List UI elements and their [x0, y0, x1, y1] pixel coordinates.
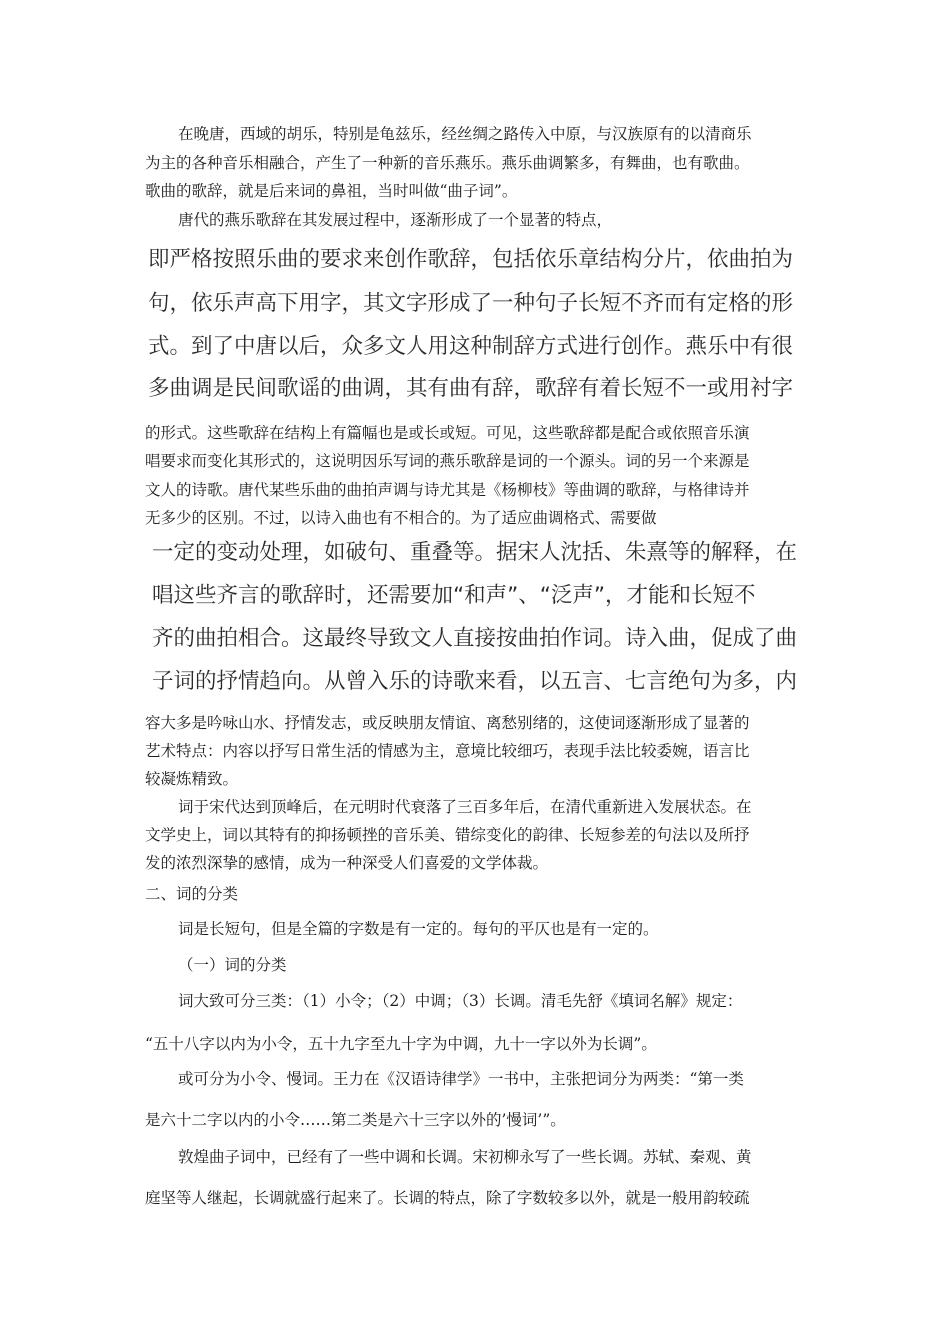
- text-line: 容大多是吟咏山水、抒情发志，或反映朋友情谊、离愁别绪的，这使词逐渐形成了显著的: [145, 714, 750, 732]
- text-line: 是六十二字以内的小令……第二类是六十三字以外的’慢词’”。: [145, 1111, 566, 1129]
- text-line: 词于宋代达到顶峰后，在元明时代衰落了三百多年后，在清代重新进入发展状态。在: [178, 798, 752, 816]
- pasted-text-line: 多曲调是民间歌谣的曲调，其有曲有辞，歌辞有着长短不一或用衬字: [148, 376, 794, 401]
- text-line: 在晚唐，西域的胡乐，特别是龟兹乐，经丝绸之路传入中原，与汉族原有的以清商乐: [178, 125, 752, 143]
- text-line: 较凝炼精致。: [145, 770, 239, 788]
- section-heading: 二、词的分类: [145, 885, 239, 903]
- text-line: 唱要求而变化其形式的，这说明因乐写词的燕乐歌辞是词的一个源头。词的另一个来源是: [145, 452, 750, 470]
- text-line: 庭坚等人继起，长调就盛行起来了。长调的特点，除了字数较多以外，就是一般用韵较疏: [145, 1189, 750, 1207]
- text-line: 的形式。这些歌辞在结构上有篇幅也是或长或短。可见，这些歌辞都是配合或依照音乐演: [145, 424, 750, 442]
- pasted-text-line: 子词的抒情趋向。从曾入乐的诗歌来看，以五言、七言绝句为多，内: [152, 669, 798, 694]
- text-line: 无多少的区别。不过，以诗入曲也有不相合的。为了适应曲调格式、需要做: [145, 509, 657, 527]
- text-line: 为主的各种音乐相融合，产生了一种新的音乐燕乐。燕乐曲调繁多，有舞曲，也有歌曲。: [145, 154, 750, 172]
- text-line: 文学史上，词以其特有的抑扬顿挫的音乐美、错综变化的韵律、长短参差的句法以及所抒: [145, 826, 750, 844]
- text-line: 词是长短句，但是全篇的字数是有一定的。每句的平仄也是有一定的。: [178, 920, 659, 938]
- sub-heading: （一）词的分类: [178, 956, 287, 974]
- pasted-text-line: 式。到了中唐以后，众多文人用这种制辞方式进行创作。燕乐中有很: [148, 334, 794, 359]
- text-line: 词大致可分三类：（1）小令；（2）中调；（3）长调。清毛先舒《填词名解》规定：: [178, 992, 743, 1010]
- text-line: 唐代的燕乐歌辞在其发展过程中，逐渐形成了一个显著的特点，: [178, 211, 613, 229]
- pasted-text-line: 唱这些齐言的歌辞时，还需要加“和声”、“泛声”，才能和长短不: [152, 583, 756, 608]
- text-line: 发的浓烈深挚的感情，成为一种深受人们喜爱的文学体裁。: [145, 854, 549, 872]
- pasted-text-line: 齐的曲拍相合。这最终导致文人直接按曲拍作词。诗入曲，促成了曲: [152, 626, 798, 651]
- text-line: 歌曲的歌辞，就是后来词的鼻祖，当时叫做“曲子词”。: [145, 182, 518, 200]
- pasted-text-line: 即严格按照乐曲的要求来创作歌辞，包括依乐章结构分片，依曲拍为: [148, 247, 794, 272]
- text-line: 文人的诗歌。唐代某些乐曲的曲拍声调与诗尤其是《杨柳枝》等曲调的歌辞，与格律诗并: [145, 481, 750, 499]
- pasted-text-line: 句，依乐声高下用字，其文字形成了一种句子长短不齐而有定格的形: [148, 291, 794, 316]
- text-line: 或可分为小令、慢词。王力在《汉语诗律学》一书中，主张把词分为两类：“第一类: [178, 1070, 744, 1088]
- text-line: 艺术特点：内容以抒写日常生活的情感为主，意境比较细巧，表现手法比较委婉，语言比: [145, 742, 750, 760]
- text-line: 敦煌曲子词中，已经有了一些中调和长调。宋初柳永写了一些长调。苏轼、秦观、黄: [178, 1148, 752, 1166]
- pasted-text-line: 一定的变动处理，如破句、重叠等。据宋人沈括、朱熹等的解释，在: [152, 540, 798, 565]
- text-line: “五十八字以内为小令，五十九字至九十字为中调，九十一字以外为长调”。: [145, 1035, 657, 1053]
